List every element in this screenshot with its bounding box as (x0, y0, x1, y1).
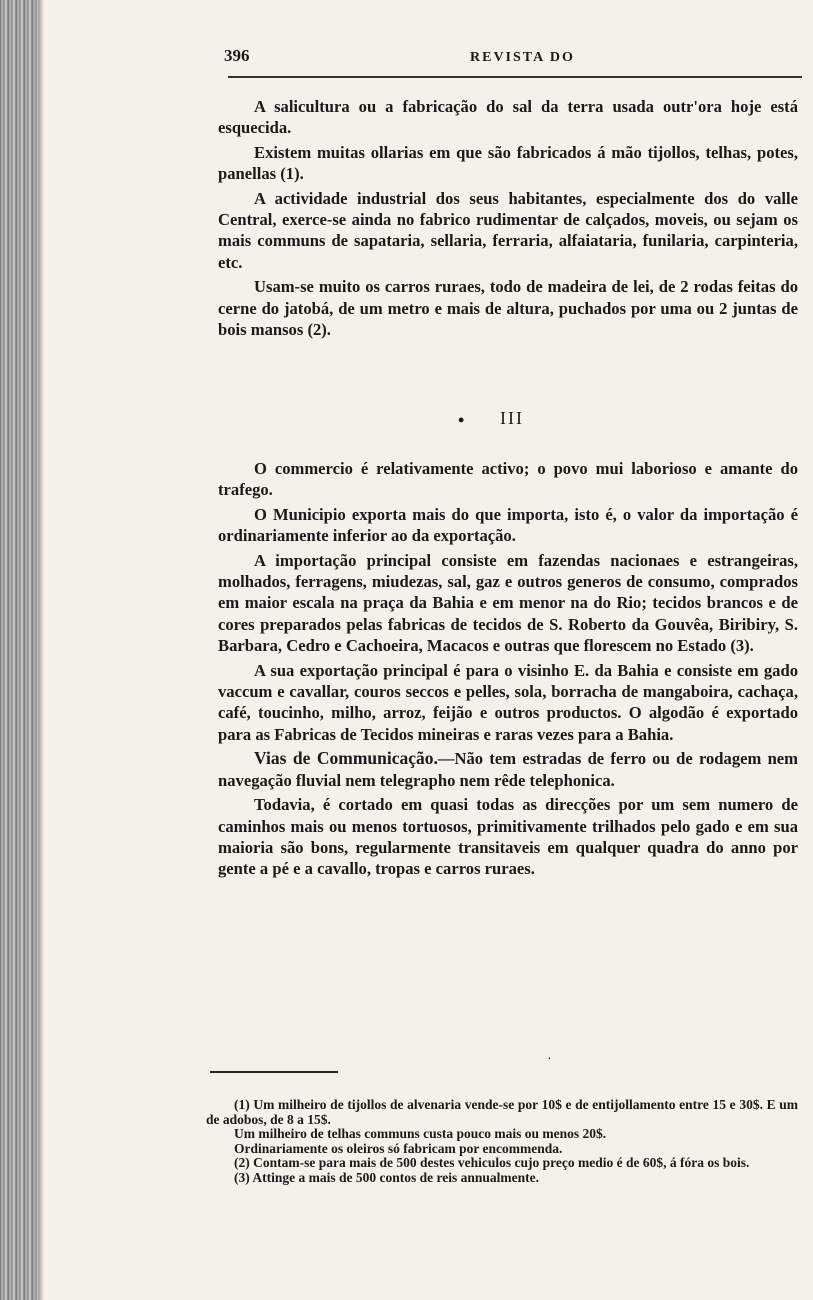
page-number: 396 (224, 46, 250, 65)
paragraph: Usam-se muito os carros ruraes, todo de madeira de lei, de 2 rodas feitas do cerne do jatobá, de um metro e mais de altura, puchados por uma ou 2 juntas de bois mansos (2). (218, 277, 798, 340)
paragraph: A salicultura ou a fabricação do sal da terra usada outr'ora hoje está esquecida. (218, 97, 798, 138)
footnote: (2) Contam-se para mais de 500 destes vehiculos cujo preço medio é de 60$, á fóra os bois. (234, 1155, 750, 1171)
section-marker: • (458, 410, 465, 430)
footnote: (1) Um milheiro de tijollos de alvenaria vende-se por 10$ e de entijollamento entre 15 e 30$. E um de adobos, de 8 a 15$. (206, 1097, 798, 1127)
section-body-1 (218, 96, 798, 340)
stray-mark: · (547, 1052, 552, 1067)
paragraph: O commercio é relativamente activo; o povo mui laborioso e amante do trafego. (218, 459, 798, 500)
header-rule (228, 76, 802, 78)
paragraph: O Municipio exporta mais do que importa, isto é, o valor da importação é ordinariamente inferior ao da exportação. (218, 504, 798, 546)
paragraph: A sua exportação principal é para o visinho E. da Bahia e consiste em gado vaccum e cavallar, couros seccos e pelles, sola, borracha de mangaboira, cachaça, café, toucinho, milho, arroz, feijão e outros productos. O algodão é exportado para as Fabricas de Tecidos mineiras e raras vezes para a Bahia. (218, 660, 798, 744)
running-title: REVISTA DO (470, 50, 575, 65)
section-body-2 (218, 458, 798, 883)
paragraph: A importação principal consiste em fazendas nacionaes e estrangeiras, molhados, ferragens, miudezas, sal, gaz e outros generos de consumo, comprados em maior escala na praça da Bahia e em menor na do Rio; tecidos brancos e de cores preparados pelas fabricas de tecidos de S. Roberto da Gouvêa, Biribiry, S. Barbara, Cedro e Cachoeira, Macacos e outras que florescem no Estado (3). (218, 550, 798, 656)
paragraph: Todavia, é cortado em quasi todas as direcções por um sem numero de caminhos mais ou menos tortuosos, primitivamente trilhados pelo gado e em sua maioria são bons, regularmente transitaveis em qualquer quadra do anno por gente a pé e a cavallo, tropas e carros ruraes. (218, 795, 798, 879)
paragraph-text: —Não tem estradas de ferro ou de rodagem nem navegação fluvial nem telegrapho nem rêde telephonica. (218, 749, 798, 790)
subhead: Vias de Communicação. (254, 748, 438, 769)
paragraph: Existem muitas ollarias em que são fabricados á mão tijollos, telhas, potes, panellas (1). (218, 142, 798, 184)
footnote: Um milheiro de telhas communs custa pouco mais ou menos 20$. (234, 1126, 607, 1142)
footnote: Ordinariamente os oleiros só fabricam por encommenda. (234, 1140, 563, 1156)
paragraph: A actividade industrial dos seus habitantes, especialmente dos do valle Central, exerce-se ainda no fabrico rudimentar de calçados, moveis, ou sejam os mais communs de sapataria, sellaria, ferraria, alfaiataria, funilaria, carpinteria, etc. (218, 188, 798, 272)
footnotes (206, 1098, 798, 1186)
page-header (222, 40, 802, 80)
footnote-rule (210, 1071, 338, 1073)
paragraph-with-subhead (218, 748, 798, 791)
section-number: III (500, 408, 524, 428)
footnote: (3) Attinge a mais de 500 contos de reis annualmente. (234, 1169, 539, 1185)
